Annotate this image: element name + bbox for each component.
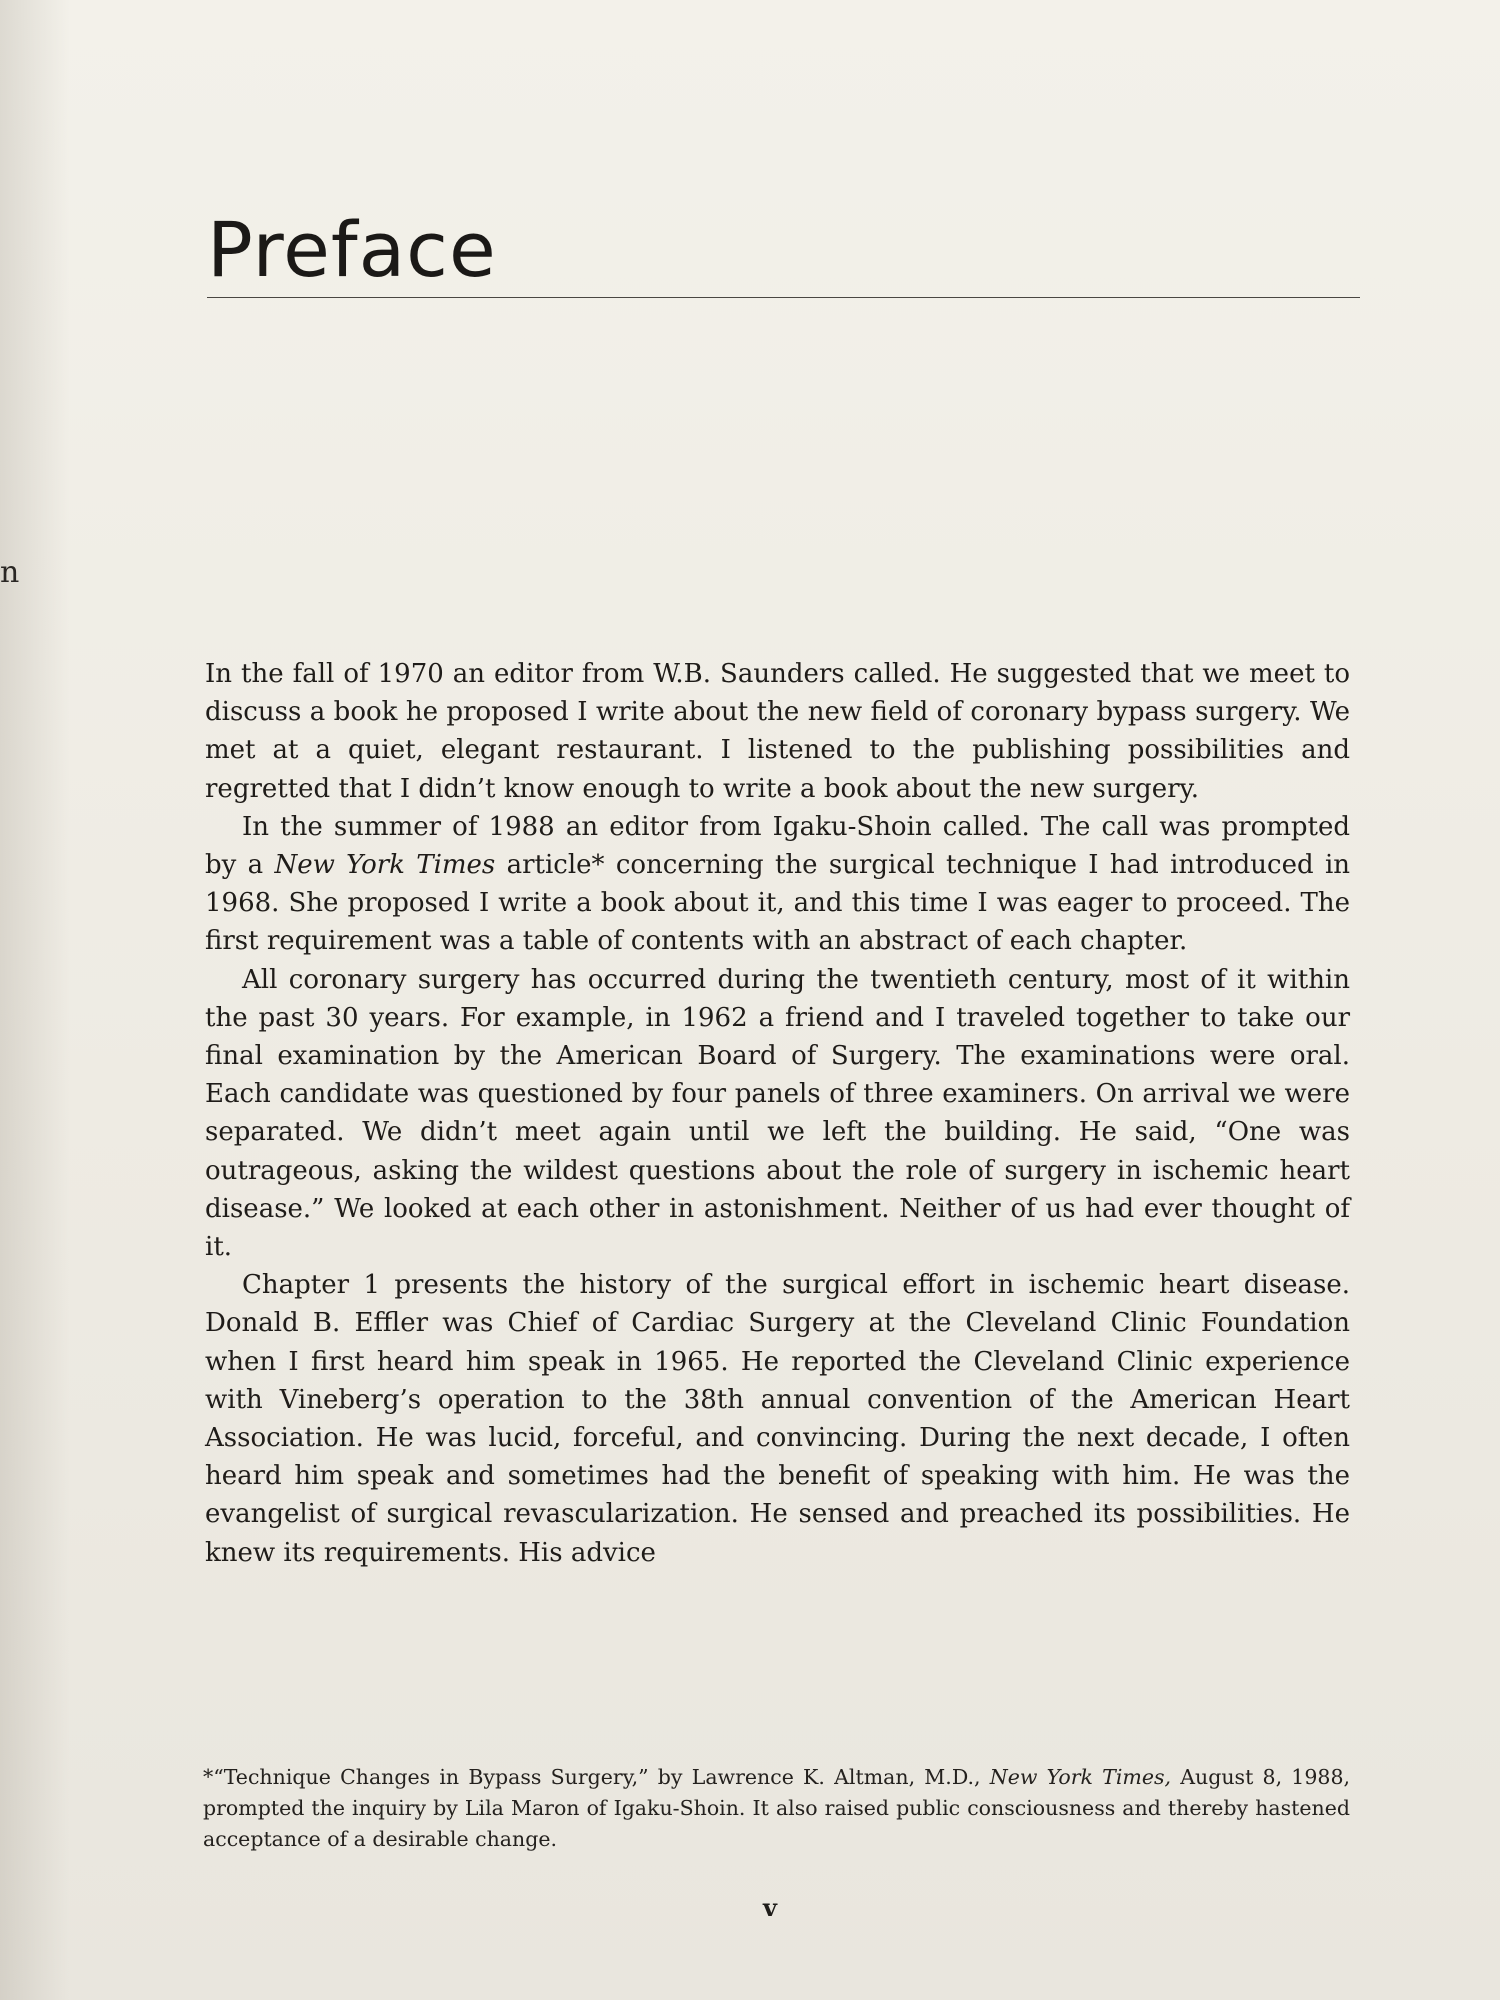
page-number: v [763, 1893, 777, 1922]
footnote-text-end: August 8, 1988, prompted the inquiry by Lila Maron of Igaku-Shoin. It also raised public consciousness and thereby hastened acceptance of a desirable change. [203, 1765, 1350, 1851]
paragraph-2 [205, 808, 1350, 961]
paragraph-2-text-end: article* concerning the surgical technique I had introduced in 1968. She proposed I write a book about it, and this time I was eager to proceed. The first requirement was a table of contents with an abstract of each chapter. [205, 850, 1351, 957]
footnote [203, 1762, 1350, 1855]
page-title: Preface [207, 205, 497, 294]
footnote-text-start: *“Technique Changes in Bypass Surgery,” by Lawrence K. Altman, M.D., [203, 1765, 990, 1789]
body-text [205, 655, 1350, 1572]
facing-page-edge-text: n [0, 555, 20, 590]
paragraph-3: All coronary surgery has occurred during the twentieth century, most of it within the past 30 years. For example, in 1962 a friend and I traveled together to take our final examination by the American Board of Surgery. The examinations were oral. Each candidate was questioned by four panels of three examiners. On arrival we were separated. We didn’t meet again until we left the building. He said, “One was outrageous, asking the wildest questions about the role of surgery in ischemic heart disease.” We looked at each other in astonishment. Neither of us had ever thought of it. [205, 964, 1350, 1263]
paragraph-2-newspaper-title: New York Times [274, 850, 496, 881]
paragraph-1: In the fall of 1970 an editor from W.B. Saunders called. He suggested that we meet to discuss a book he proposed I write about the new field of coronary bypass surgery. We met at a quiet, elegant restaurant. I listened to the publishing possibilities and regretted that I didn’t know enough to write a book about the new surgery. [205, 659, 1350, 804]
footnote-text [203, 1762, 1350, 1855]
paragraph-2-text-start: In the summer of 1988 an editor from Igaku-Shoin called. The call was prompted by a [205, 811, 1350, 881]
title-rule [207, 297, 1360, 298]
footnote-newspaper-title: New York Times, [989, 1765, 1171, 1789]
paragraph-4: Chapter 1 presents the history of the surgical effort in ischemic heart disease. Donald B. Effler was Chief of Cardiac Surgery at the Cleveland Clinic Foundation when I first heard him speak in 1965. He reported the Cleveland Clinic experience with Vineberg’s operation to the 38th annual convention of the American Heart Association. He was lucid, forceful, and convincing. During the next decade, I often heard him speak and sometimes had the benefit of speaking with him. He was the evangelist of surgical revascularization. He sensed and preached its possibilities. He knew its requirements. His advice [205, 1270, 1350, 1568]
